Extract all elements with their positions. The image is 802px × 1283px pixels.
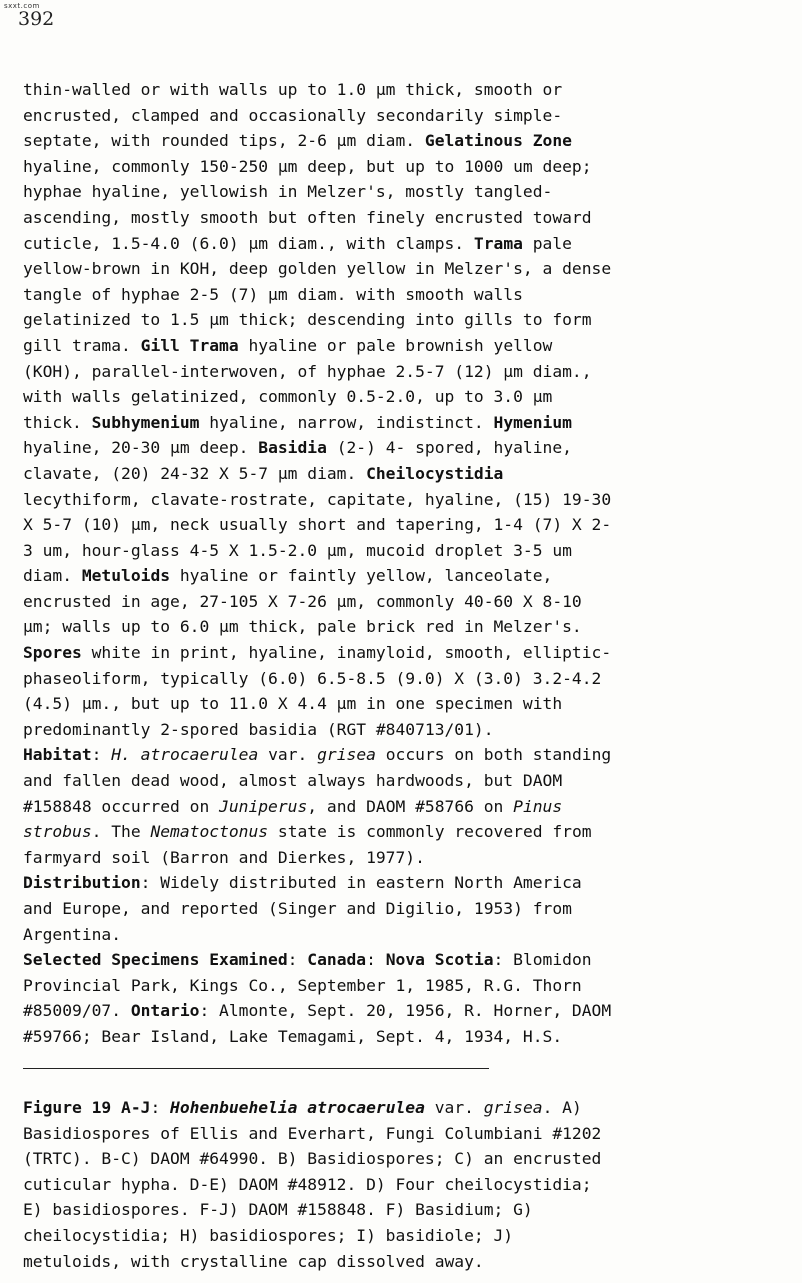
body-line — [23, 307, 795, 333]
text-run: Provincial Park, Kings Co., September 1, 1985, R.G. Thorn — [23, 975, 582, 995]
body-line — [23, 614, 795, 640]
body-line — [23, 1024, 795, 1050]
text-run: var. — [258, 745, 318, 765]
text-run: Habitat — [23, 745, 92, 765]
text-run: encrusted in age, 27-105 X 7-26 µm, commonly 40-60 X 8-10 — [23, 591, 582, 611]
text-run: µm; walls up to 6.0 µm thick, pale brick red in Melzer's. — [23, 617, 582, 637]
body-line — [23, 896, 795, 922]
text-run: encrusted, clamped and occasionally secondarily simple- — [23, 105, 563, 125]
body-line — [23, 640, 795, 666]
text-run: Figure 19 A-J — [23, 1098, 151, 1117]
text-run: clavate, (20) 24-32 X 5-7 µm diam. — [23, 463, 367, 483]
caption-line — [23, 1095, 795, 1121]
text-run: : — [150, 1098, 171, 1117]
text-run: E) basidiospores. F-J) DAOM #158848. F) Basidium; G) — [23, 1200, 533, 1220]
text-run: Basidia — [258, 438, 327, 458]
caption-line — [23, 1172, 795, 1198]
text-run: gelatinized to 1.5 µm thick; descending into gills to form — [23, 310, 592, 330]
text-run: grisea — [483, 1098, 543, 1117]
text-run: thick. — [23, 412, 92, 432]
text-run: white in print, hyaline, inamyloid, smooth, elliptic- — [81, 643, 612, 663]
text-run: gill trama. — [23, 335, 141, 355]
text-run: Trama — [473, 233, 523, 253]
text-run: : — [287, 950, 308, 970]
text-run: . The — [91, 822, 151, 842]
text-run: with walls gelatinized, commonly 0.5-2.0, up to 3.0 µm — [23, 387, 553, 407]
body-line — [23, 922, 795, 948]
body-line — [23, 794, 795, 820]
text-run: and fallen dead wood, almost always hardwoods, but DAOM — [23, 771, 563, 791]
body-line — [23, 845, 795, 871]
text-run: phaseoliform, typically (6.0) 6.5-8.5 (9.0) X (3.0) 3.2-4.2 — [23, 668, 602, 688]
watermark: sxxt.com — [4, 2, 40, 10]
body-line — [23, 947, 795, 973]
body-line — [23, 128, 795, 154]
text-run: diam. — [23, 566, 82, 586]
text-run: hyaline, commonly 150-250 µm deep, but up to 1000 um deep; — [23, 156, 592, 176]
text-run: strobus — [23, 822, 92, 842]
text-run: var. — [424, 1098, 484, 1117]
text-run: occurs on both standing — [375, 745, 612, 765]
caption-divider — [23, 1068, 489, 1069]
body-line — [23, 461, 795, 487]
body-line — [23, 103, 795, 129]
text-run: Juniperus — [219, 796, 308, 816]
text-run: : Almonte, Sept. 20, 1956, R. Horner, DAOM — [199, 1001, 612, 1021]
body-line — [23, 717, 795, 743]
text-run: Canada — [307, 950, 367, 970]
text-run: cuticle, 1.5-4.0 (6.0) µm diam., with clamps. — [23, 233, 474, 253]
text-run: thin-walled or with walls up to 1.0 µm thick, smooth or — [23, 80, 563, 99]
body-line — [23, 742, 795, 768]
text-run: farmyard soil (Barron and Dierkes, 1977). — [23, 847, 425, 867]
text-run: (2-) 4- spored, hyaline, — [326, 438, 572, 458]
text-run: cuticular hypha. D-E) DAOM #48912. D) Four cheilocystidia; — [23, 1174, 592, 1194]
body-line — [23, 282, 795, 308]
text-run: #158848 occurred on — [23, 796, 220, 816]
caption-line — [23, 1249, 795, 1275]
caption-line — [23, 1146, 795, 1172]
body-line — [23, 512, 795, 538]
text-run: Selected Specimens Examined — [23, 950, 288, 970]
text-run: . A) — [542, 1098, 582, 1117]
text-run: : Widely distributed in eastern North America — [140, 873, 582, 893]
text-run: hyaline, narrow, indistinct. — [199, 412, 494, 432]
text-run: Nematoctonus — [150, 822, 269, 842]
body-line — [23, 563, 795, 589]
text-run: tangle of hyphae 2-5 (7) µm diam. with smooth walls — [23, 284, 523, 304]
body-line — [23, 998, 795, 1024]
text-run: Metuloids — [81, 566, 171, 586]
body-line — [23, 231, 795, 257]
text-run: grisea — [317, 745, 376, 765]
page-number: 392 — [18, 8, 55, 30]
text-run: yellow-brown in KOH, deep golden yellow in Melzer's, a dense — [23, 259, 612, 279]
text-run: Nova Scotia — [385, 950, 494, 970]
body-line — [23, 77, 795, 103]
text-run: 3 um, hour-glass 4-5 X 1.5-2.0 µm, mucoid droplet 3-5 um — [23, 540, 572, 560]
text-run: Spores — [23, 643, 82, 663]
text-run: , and DAOM #58766 on — [307, 796, 514, 816]
body-line — [23, 870, 795, 896]
body-line — [23, 205, 795, 231]
caption-line — [23, 1223, 795, 1249]
text-run: lecythiform, clavate-rostrate, capitate, hyaline, (15) 19-30 — [23, 489, 612, 509]
body-line — [23, 768, 795, 794]
text-run: Distribution — [23, 873, 141, 893]
body-line — [23, 487, 795, 513]
text-run: Subhymenium — [91, 412, 200, 432]
text-run: state is commonly recovered from — [268, 822, 592, 842]
text-run: Pinus — [513, 796, 563, 816]
text-run: Basidiospores of Ellis and Everhart, Fungi Columbiani #1202 — [23, 1123, 602, 1143]
text-run: H. atrocaerulea — [111, 745, 259, 765]
body-line — [23, 973, 795, 999]
text-run: septate, with rounded tips, 2-6 µm diam. — [23, 131, 425, 151]
text-run: Hohenbuehelia atrocaerulea — [170, 1098, 425, 1117]
text-run: cheilocystidia; H) basidiospores; I) basidiole; J) — [23, 1225, 514, 1245]
text-run: X 5-7 (10) µm, neck usually short and tapering, 1-4 (7) X 2- — [23, 515, 612, 535]
body-line — [23, 333, 795, 359]
text-run: Gelatinous Zone — [424, 131, 572, 151]
text-run: Gill Trama — [140, 335, 239, 355]
body-line — [23, 256, 795, 282]
text-run: and Europe, and reported (Singer and Digilio, 1953) from — [23, 899, 572, 918]
text-run: hyphae hyaline, yellowish in Melzer's, mostly tangled- — [23, 182, 553, 202]
body-line — [23, 691, 795, 717]
caption-line — [23, 1121, 795, 1147]
body-line — [23, 819, 795, 845]
text-run: hyaline or pale brownish yellow — [238, 335, 553, 355]
text-run: Hymenium — [493, 412, 572, 432]
text-run: : — [366, 950, 386, 970]
body-line — [23, 435, 795, 461]
body-line — [23, 154, 795, 180]
text-run: hyaline, 20-30 µm deep. — [23, 438, 259, 458]
body-line — [23, 666, 795, 692]
text-run: (4.5) µm., but up to 11.0 X 4.4 µm in one specimen with — [23, 694, 563, 714]
body-line — [23, 359, 795, 385]
text-run: predominantly 2-spored basidia (RGT #840713/01). — [23, 719, 494, 739]
body-line — [23, 384, 795, 410]
body-line — [23, 179, 795, 205]
text-run: : — [91, 745, 112, 765]
text-run: hyaline or faintly yellow, lanceolate, — [170, 566, 553, 586]
text-run: ascending, mostly smooth but often finely encrusted toward — [23, 207, 592, 227]
body-text — [23, 77, 795, 1050]
figure-caption — [23, 1095, 795, 1274]
text-run: #59766; Bear Island, Lake Temagami, Sept. 4, 1934, H.S. — [23, 1026, 563, 1046]
text-run: pale — [522, 233, 572, 253]
text-run: : Blomidon — [493, 950, 592, 970]
body-line — [23, 410, 795, 436]
text-run: (TRTC). B-C) DAOM #64990. B) Basidiospores; C) an encrusted — [23, 1149, 602, 1169]
text-run: Ontario — [130, 1001, 200, 1021]
text-run: Argentina. — [23, 924, 122, 944]
body-line — [23, 589, 795, 615]
text-run: (KOH), parallel-interwoven, of hyphae 2.5-7 (12) µm diam., — [23, 361, 592, 381]
caption-line — [23, 1197, 795, 1223]
text-run: Cheilocystidia — [366, 463, 504, 483]
body-line — [23, 538, 795, 564]
text-run: #85009/07. — [23, 1001, 131, 1021]
text-run: metuloids, with crystalline cap dissolved away. — [23, 1251, 484, 1271]
